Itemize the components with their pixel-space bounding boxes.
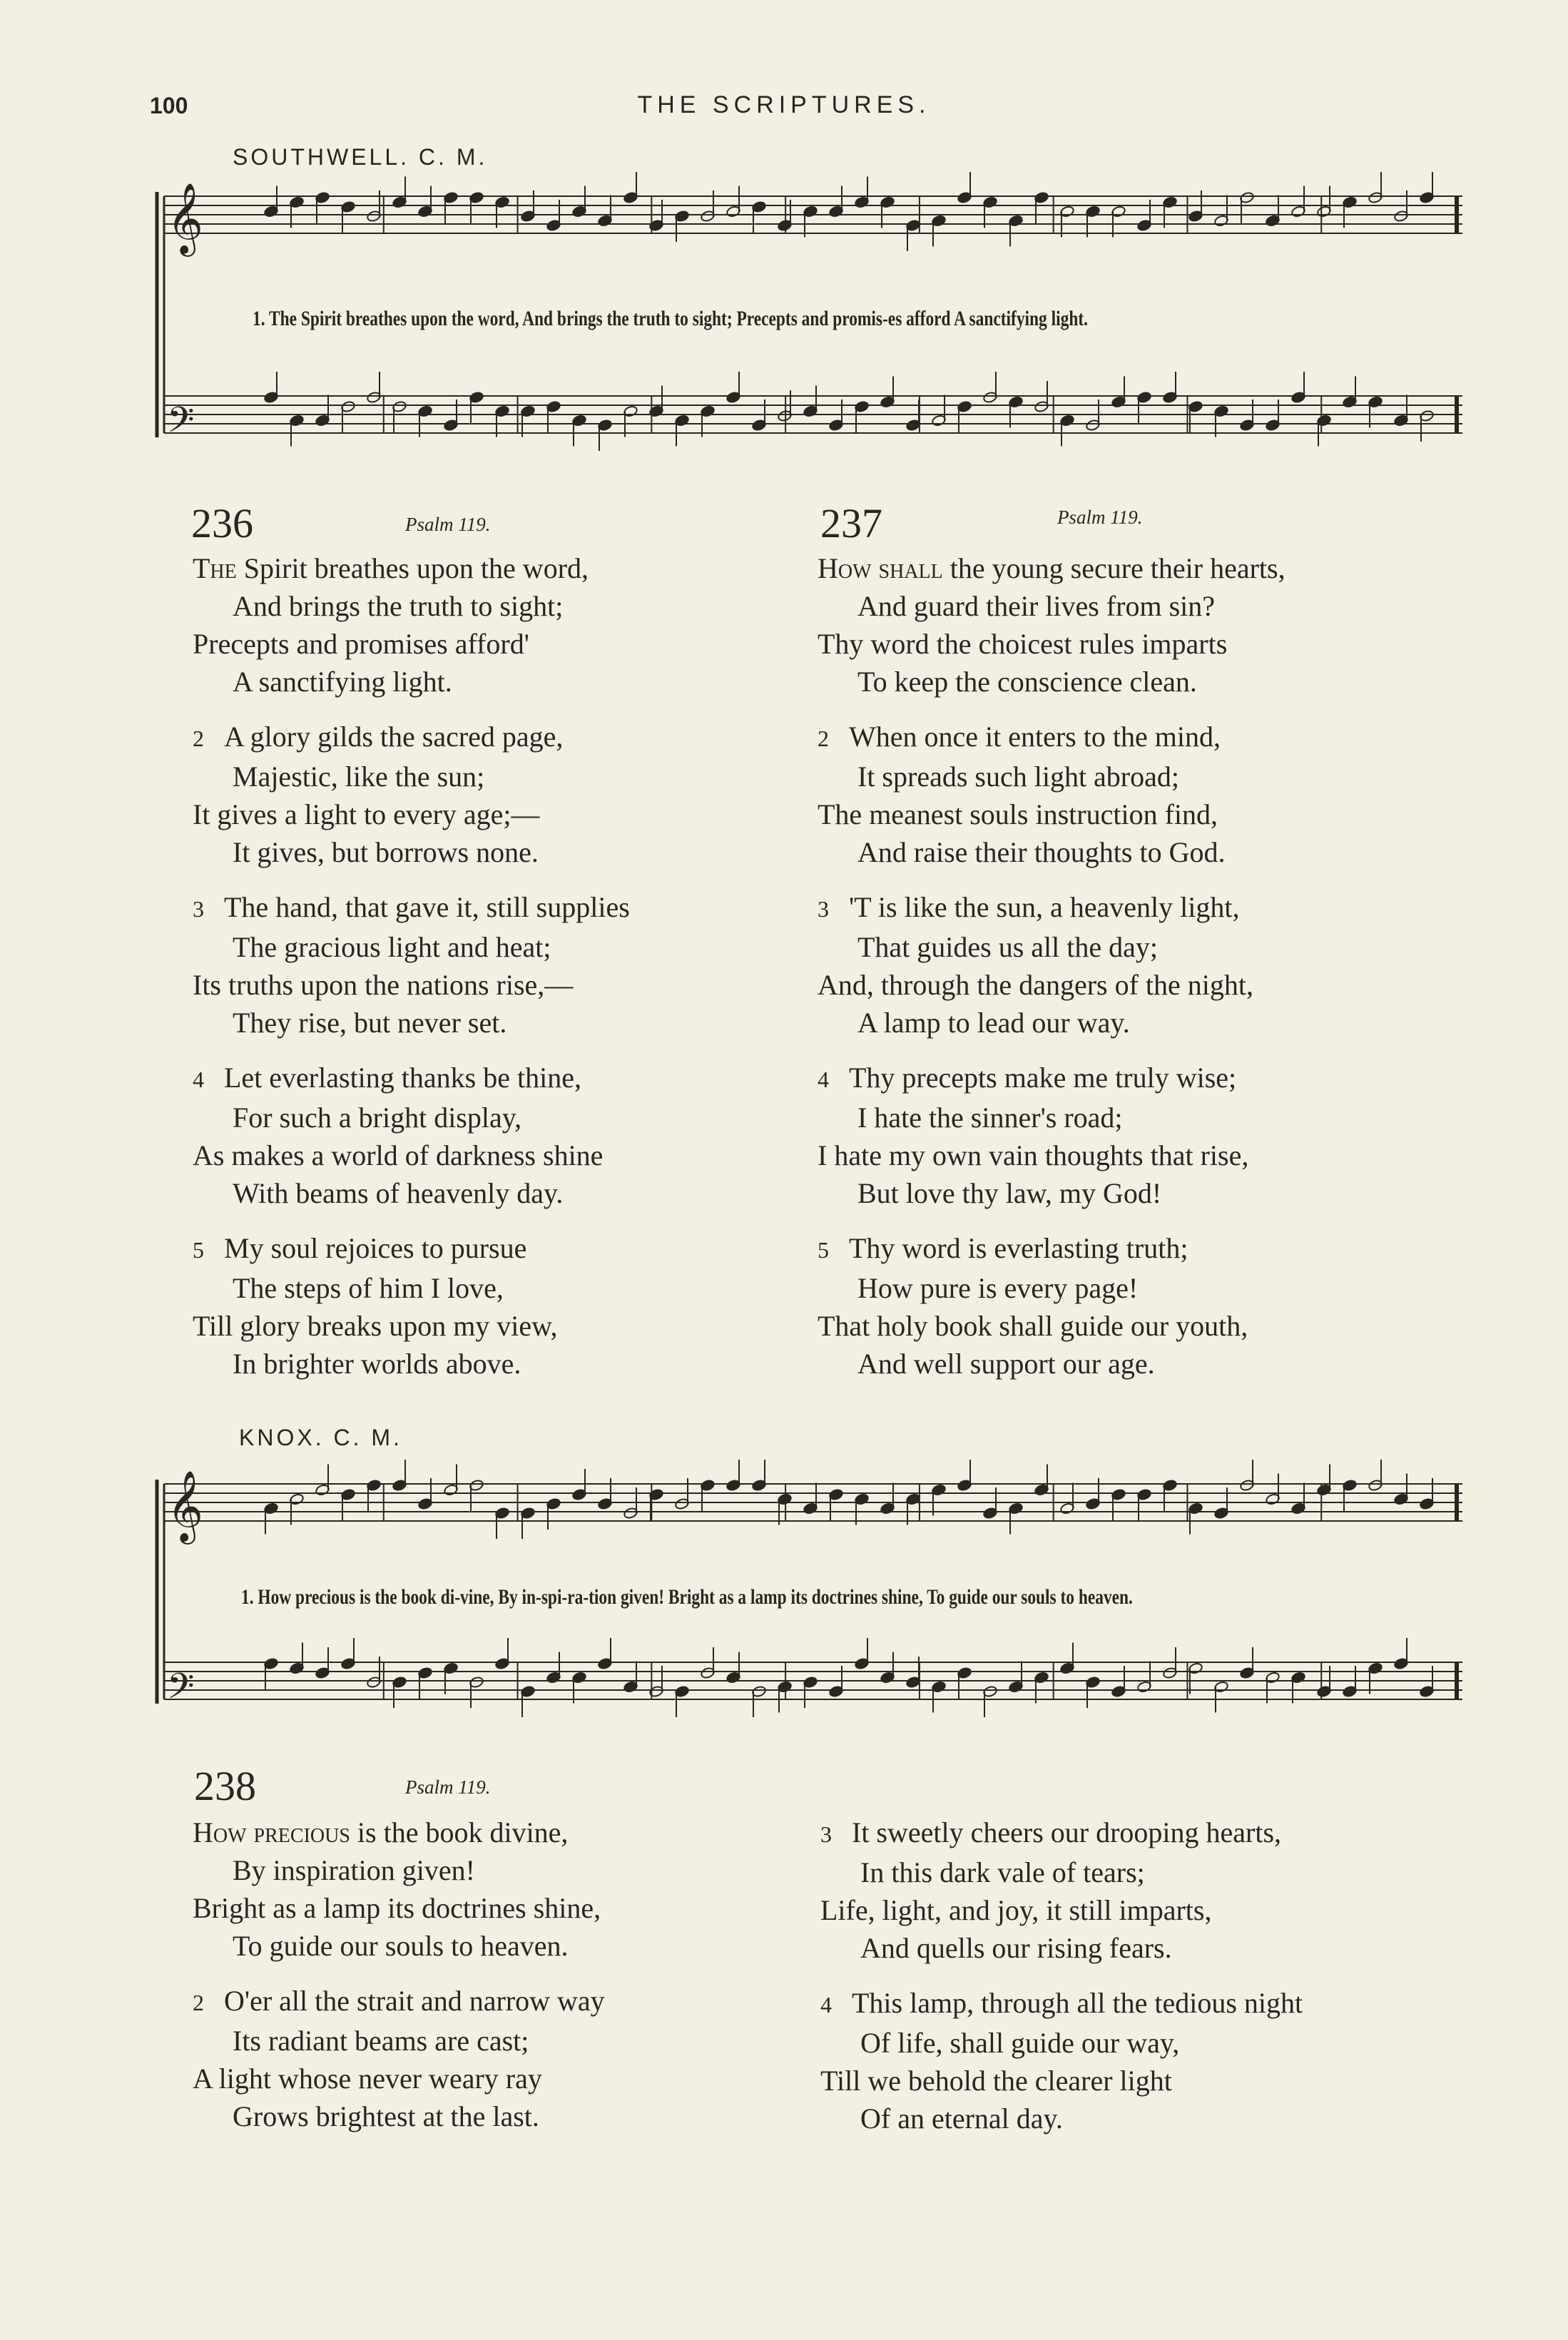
line-text: Thy word is everlasting truth; (849, 1232, 1188, 1264)
stanza-line (820, 1814, 1303, 1853)
stanza-line (818, 1004, 1286, 1042)
stanza (193, 1814, 605, 1965)
stanza-line (818, 1099, 1286, 1136)
hymn-source: Psalm 119. (405, 514, 491, 535)
line-text: And raise their thoughts to God. (857, 836, 1226, 868)
stanza-line (193, 966, 630, 1004)
stanza-number: 2 (818, 726, 829, 751)
stanza-line (193, 1229, 630, 1269)
stanza-line (818, 718, 1286, 758)
stanza (193, 1982, 605, 2135)
line-text: Bright as a lamp its doctrines shine, (193, 1892, 601, 1924)
stanza-line (193, 1004, 630, 1042)
stanza-number: 3 (193, 896, 204, 922)
line-text: But love thy law, my God! (857, 1177, 1162, 1209)
first-word: The (193, 552, 237, 584)
hymn-source: Psalm 119. (1057, 507, 1143, 528)
hymn-text-238-continued (820, 1814, 1303, 2137)
line-text: is the book divine, (350, 1816, 569, 1848)
stanza-line (820, 1853, 1303, 1891)
line-text: It gives, but borrows none. (233, 836, 539, 868)
line-text: And guard their lives from sin? (857, 590, 1215, 622)
stanza-number: 5 (193, 1237, 204, 1263)
stanza (818, 888, 1286, 1042)
line-text: That guides us all the day; (857, 931, 1159, 963)
stanza-line (193, 1814, 605, 1851)
stanza-line (818, 663, 1286, 701)
stanza-line (193, 663, 630, 701)
stanza (820, 1814, 1303, 1967)
line-text: A glory gilds the sacred page, (224, 721, 564, 753)
stanza-number: 4 (820, 1992, 832, 2018)
stanza-line (820, 1891, 1303, 1929)
line-text: This lamp, through all the tedious night (852, 1987, 1303, 2019)
stanza-line (820, 1984, 1303, 2024)
line-text: The gracious light and heat; (233, 931, 551, 963)
stanza-number: 4 (818, 1067, 829, 1092)
line-text: Spirit breathes upon the word, (236, 552, 589, 584)
stanza-line (193, 1059, 630, 1099)
stanza-line (818, 1059, 1286, 1099)
hymn-text-237 (818, 549, 1286, 1383)
line-text: Its radiant beams are cast; (233, 2025, 529, 2057)
stanza-line (818, 1136, 1286, 1174)
stanza-line (818, 625, 1286, 663)
bass-clef-icon: 𝄢 (167, 400, 195, 449)
stanza-line (193, 928, 630, 966)
stanza-line (818, 833, 1286, 871)
stanza-line (820, 2062, 1303, 2100)
stanza-line (193, 1927, 605, 1965)
line-text: Till we behold the clearer light (820, 2065, 1172, 2097)
stanza-line (193, 1307, 630, 1345)
stanza-line (193, 833, 630, 871)
stanza-line (818, 928, 1286, 966)
line-text: They rise, but never set. (233, 1007, 507, 1039)
stanza-line (193, 2060, 605, 2097)
hymn-number: 237 (820, 500, 882, 546)
line-text: Precepts and promises afford' (193, 628, 529, 660)
stanza-line (193, 1982, 605, 2022)
line-text: And quells our rising fears. (860, 1932, 1172, 1964)
hymn-source: Psalm 119. (405, 1776, 491, 1798)
stanza (193, 549, 630, 701)
stanza-line (820, 2024, 1303, 2062)
stanza-line (818, 966, 1286, 1004)
stanza-number: 5 (818, 1237, 829, 1263)
line-text: How pure is every page! (857, 1272, 1139, 1304)
line-text: Its truths upon the nations rise,— (193, 969, 574, 1001)
line-text: For such a bright display, (233, 1102, 522, 1134)
hymn-text-236 (193, 549, 630, 1383)
stanza-line (818, 1269, 1286, 1307)
hymn-text-238 (193, 1814, 605, 2135)
line-text: In brighter worlds above. (233, 1348, 521, 1380)
line-text: Let everlasting thanks be thine, (224, 1062, 581, 1094)
stanza-line (193, 549, 630, 587)
line-text: To guide our souls to heaven. (233, 1930, 569, 1962)
stanza-line (818, 587, 1286, 625)
stanza-line (193, 888, 630, 928)
stanza-line (818, 1229, 1286, 1269)
stanza-line (193, 625, 630, 663)
line-text: 'T is like the sun, a heavenly light, (849, 891, 1240, 923)
stanza-line (818, 758, 1286, 795)
line-text: A lamp to lead our way. (857, 1007, 1130, 1039)
line-text: With beams of heavenly day. (233, 1177, 564, 1209)
line-text: My soul rejoices to pursue (224, 1232, 527, 1264)
stanza-line (193, 1889, 605, 1927)
stanza (818, 1229, 1286, 1383)
hymn-number: 238 (194, 1763, 256, 1809)
line-text: It gives a light to every age;— (193, 798, 540, 830)
page-number: 100 (150, 93, 188, 118)
line-text: It spreads such light abroad; (857, 760, 1179, 793)
stanza-line (193, 1345, 630, 1383)
tune-name-southwell: SOUTHWELL. C. M. (233, 144, 488, 170)
hymn-number: 236 (191, 500, 253, 546)
music-score-southwell (150, 175, 1484, 489)
stanza-line (818, 795, 1286, 833)
line-text: O'er all the strait and narrow way (224, 1985, 605, 2017)
stanza (820, 1984, 1303, 2137)
line-text: When once it enters to the mind, (849, 721, 1221, 753)
line-text: It sweetly cheers our drooping hearts, (852, 1816, 1282, 1848)
line-text: That holy book shall guide our youth, (818, 1310, 1248, 1342)
treble-clef-icon: 𝄞 (167, 1470, 203, 1542)
stanza-line (193, 1851, 605, 1889)
line-text: Thy precepts make me truly wise; (849, 1062, 1237, 1094)
stanza-line (818, 1307, 1286, 1345)
line-text: The steps of him I love, (233, 1272, 504, 1304)
stanza-line (818, 1345, 1286, 1383)
stanza-line (818, 1174, 1286, 1212)
stanza-line (193, 2022, 605, 2060)
stanza-line (193, 758, 630, 795)
line-text: And well support our age. (857, 1348, 1155, 1380)
stanza-line (193, 1174, 630, 1212)
stanza-number: 4 (193, 1067, 204, 1092)
stanza-line (193, 1099, 630, 1136)
line-text: Thy word the choicest rules imparts (818, 628, 1228, 660)
music-score-knox (150, 1455, 1484, 1769)
line-text: To keep the conscience clean. (857, 666, 1197, 698)
line-text: Of life, shall guide our way, (860, 2027, 1180, 2059)
stanza-number: 2 (193, 726, 204, 751)
line-text: The hand, that gave it, still supplies (224, 891, 630, 923)
stanza-line (193, 795, 630, 833)
stanza-line (193, 1136, 630, 1174)
stanza-number: 3 (818, 896, 829, 922)
first-word: How shall (818, 552, 943, 584)
line-text: Majestic, like the sun; (233, 760, 485, 793)
stanza (818, 549, 1286, 701)
stanza (193, 718, 630, 871)
line-text: Grows brightest at the last. (233, 2100, 539, 2132)
stanza-line (193, 2097, 605, 2135)
line-text: The meanest souls instruction find, (818, 798, 1218, 830)
stanza-line (193, 718, 630, 758)
line-text: I hate my own vain thoughts that rise, (818, 1139, 1249, 1171)
line-text: A sanctifying light. (233, 666, 452, 698)
line-text: By inspiration given! (233, 1854, 475, 1886)
line-text: In this dark vale of tears; (860, 1856, 1145, 1888)
stanza (193, 888, 630, 1042)
line-text: And brings the truth to sight; (233, 590, 564, 622)
stanza-line (193, 1269, 630, 1307)
stanza-number: 2 (193, 1990, 204, 2015)
stanza-line (818, 549, 1286, 587)
stanza-line (820, 1929, 1303, 1967)
tune-name-knox: KNOX. C. M. (239, 1425, 402, 1450)
stanza-line (818, 888, 1286, 928)
line-text: And, through the dangers of the night, (818, 969, 1253, 1001)
stanza (818, 718, 1286, 871)
lyric-underlay-southwell: 1. The Spirit breathes upon the word, And brings the truth to sight; Precepts and promis-es afford A sanctifying light. (253, 307, 1088, 330)
line-text: A light whose never weary ray (193, 2062, 542, 2095)
stanza (193, 1059, 630, 1212)
line-text: I hate the sinner's road; (857, 1102, 1123, 1134)
running-title: THE SCRIPTURES. (637, 91, 931, 118)
stanza-number: 3 (820, 1821, 832, 1847)
lyric-underlay-knox: 1. How precious is the book di-vine, By in-spi-ra-tion given! Bright as a lamp its doctrines shine, To guide our souls to heaven. (241, 1585, 1133, 1609)
stanza (818, 1059, 1286, 1212)
line-text: As makes a world of darkness shine (193, 1139, 604, 1171)
first-word: How precious (193, 1816, 350, 1848)
line-text: the young secure their hearts, (942, 552, 1286, 584)
stanza-line (193, 587, 630, 625)
line-text: Of an eternal day. (860, 2102, 1063, 2135)
line-text: Till glory breaks upon my view, (193, 1310, 558, 1342)
line-text: Life, light, and joy, it still imparts, (820, 1894, 1212, 1926)
stanza-line (820, 2100, 1303, 2137)
stanza (193, 1229, 630, 1383)
bass-clef-icon: 𝄢 (167, 1666, 195, 1716)
treble-clef-icon: 𝄞 (167, 183, 203, 254)
